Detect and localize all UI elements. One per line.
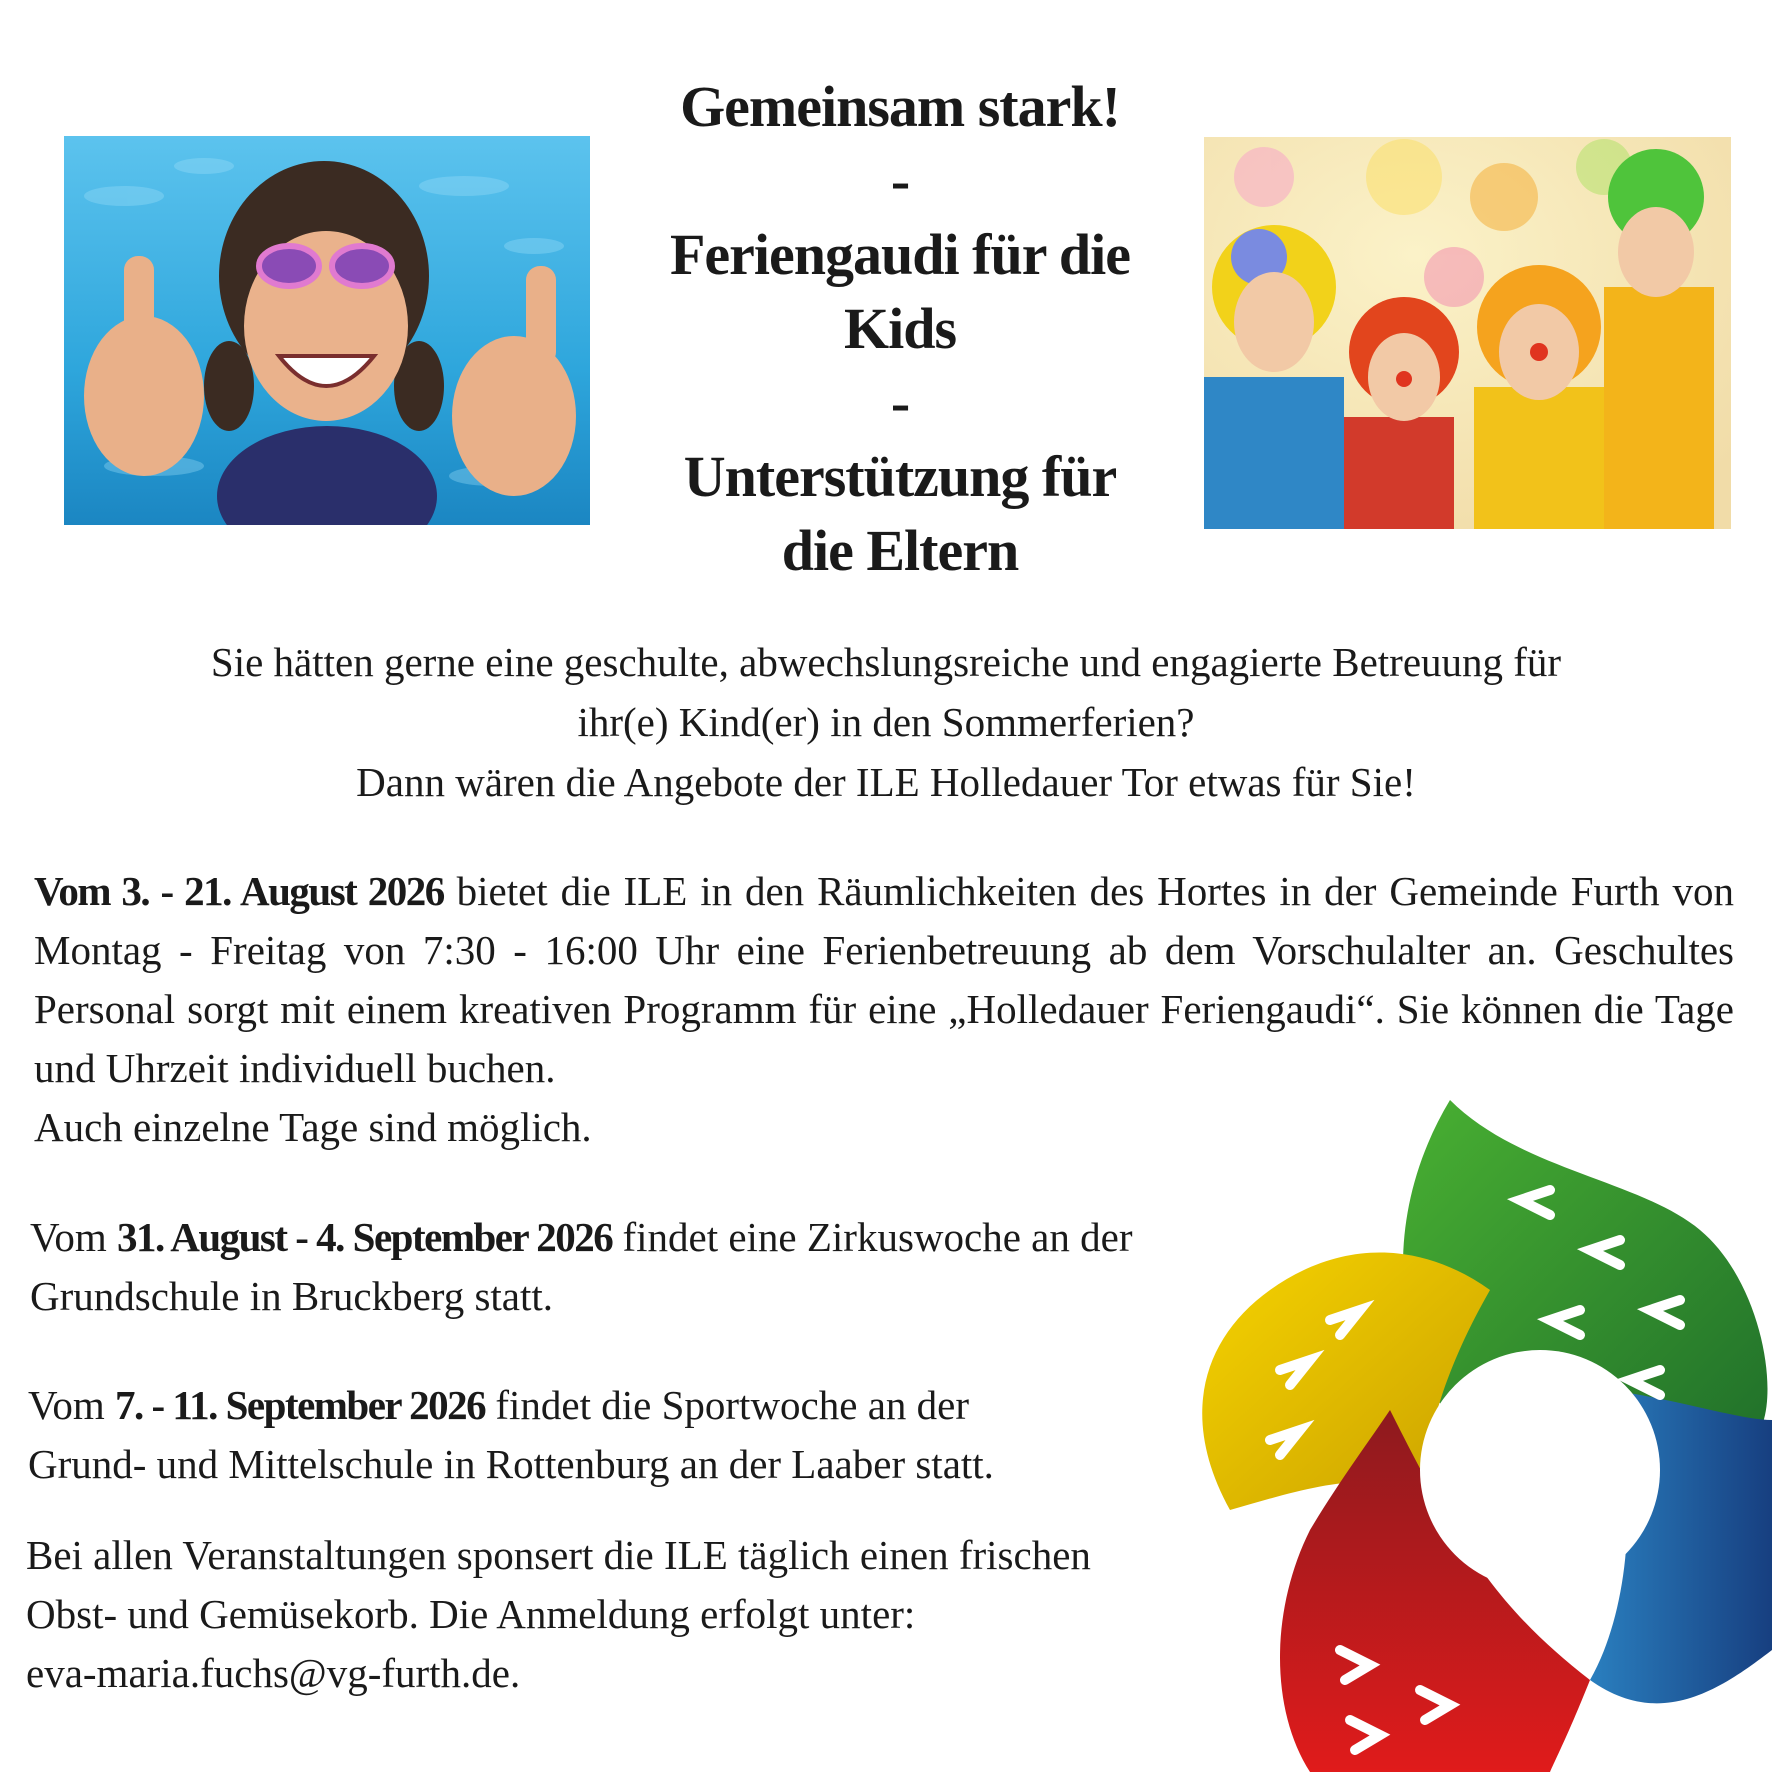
date-sportwoche: 7. - 11. September 2026 xyxy=(114,1382,486,1428)
headline-line-5: die Eltern xyxy=(781,518,1019,583)
text-sponsor-2: Obst- und Gemüsekorb. Die Anmeldung erfolgt unter: xyxy=(26,1591,916,1637)
contact-email: eva-maria.fuchs@vg-furth.de. xyxy=(26,1650,521,1696)
text-ferienbetreuung-last: Auch einzelne Tage sind möglich. xyxy=(34,1104,592,1150)
paragraph-sportwoche xyxy=(28,1376,1328,1494)
text-zirkus-2: Grundschule in Bruckberg statt. xyxy=(30,1273,554,1319)
text-ferienbetreuung: bietet die ILE in den Räumlichkeiten des Hortes in der Gemeinde Furth von Montag - Freitag von 7:30 - 16:00 Uhr eine Ferienbetreuung ab dem Vorschulalter an. Geschultes Personal sorgt mit einem kreativen Programm für eine „Holledauer Feriengaudi“. Sie können die Tage und Uhrzeit individuell buchen. xyxy=(34,868,1734,1091)
intro-line-3: Dann wären die Angebote der ILE Holledauer Tor etwas für Sie! xyxy=(356,759,1416,805)
headline xyxy=(620,70,1180,588)
intro-line-1: Sie hätten gerne eine geschulte, abwechslungsreiche und engagierte Betreuung für xyxy=(210,639,1562,685)
text-zirkus-prefix: Vom xyxy=(30,1214,117,1260)
headline-line-3: Kids xyxy=(843,296,957,361)
headline-line-4: Unterstützung für xyxy=(683,444,1117,509)
date-ferienbetreuung: Vom 3. - 21. August 2026 xyxy=(34,868,444,914)
text-zirkus-1: findet eine Zirkuswoche an der xyxy=(612,1214,1133,1260)
ile-hop-logo xyxy=(1160,1090,1772,1772)
text-sport-prefix: Vom xyxy=(28,1382,115,1428)
photo-swimming-child xyxy=(64,136,590,525)
photo-clown-kids xyxy=(1204,137,1731,529)
text-sport-1: findet die Sportwoche an der xyxy=(485,1382,969,1428)
date-zirkuswoche: 31. August - 4. September 2026 xyxy=(116,1214,613,1260)
text-sponsor-1: Bei allen Veranstaltungen sponsert die ILE täglich einen frischen xyxy=(26,1532,1091,1578)
text-sport-2: Grund- und Mittelschule in Rottenburg an der Laaber statt. xyxy=(28,1441,994,1487)
intro-line-2: ihr(e) Kind(er) in den Sommerferien? xyxy=(577,699,1195,745)
headline-line-2: Feriengaudi für die xyxy=(669,222,1131,287)
headline-separator-2: - xyxy=(890,370,910,435)
intro-text xyxy=(30,632,1742,812)
headline-line-1: Gemeinsam stark! xyxy=(680,74,1120,139)
headline-separator-1: - xyxy=(890,148,910,213)
